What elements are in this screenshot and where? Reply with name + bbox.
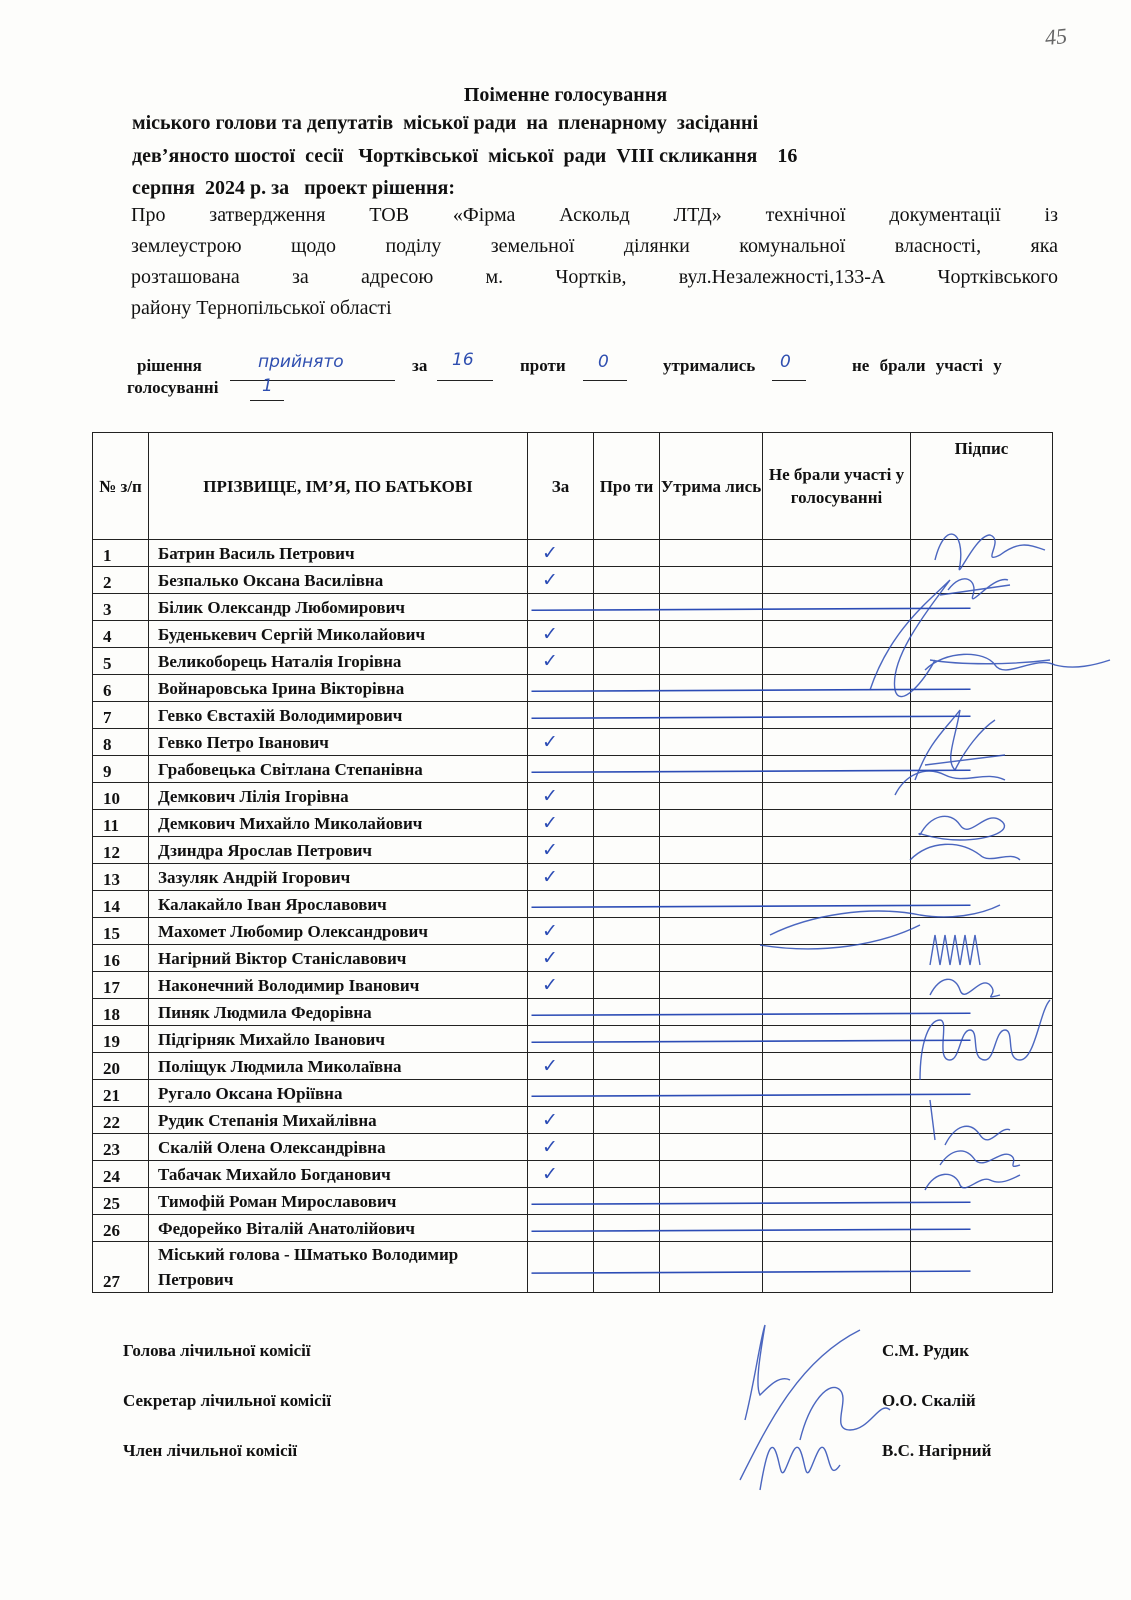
vote-for-cell — [528, 675, 594, 702]
signature-cell — [911, 891, 1053, 918]
deputy-name: Тимофій Роман Мирославович — [149, 1188, 528, 1215]
table-row — [93, 1242, 1053, 1293]
row-number: 17 — [93, 972, 149, 999]
signature-cell — [911, 1026, 1053, 1053]
vote-for-cell — [528, 1134, 594, 1161]
row-number: 14 — [93, 891, 149, 918]
deputy-name: Дзиндра Ярослав Петрович — [149, 837, 528, 864]
table-row — [93, 945, 1053, 972]
checkmark-icon: ✓ — [542, 947, 558, 969]
deputy-name: Гевко Євстахій Володимирович — [149, 702, 528, 729]
vote-abstain-cell — [660, 783, 763, 810]
vote-against-cell — [594, 783, 660, 810]
signature-cell — [911, 648, 1053, 675]
signature-cell — [911, 864, 1053, 891]
vote-abstain-cell — [660, 540, 763, 567]
signature-cell — [911, 675, 1053, 702]
deputy-name: Гевко Петро Іванович — [149, 729, 528, 756]
vote-for-cell — [528, 756, 594, 783]
vote-abstain-cell — [660, 972, 763, 999]
header-line-3: серпня 2024 р. за проект рішення: — [132, 177, 455, 199]
vote-absent-cell — [763, 621, 911, 648]
vote-absent-cell — [763, 594, 911, 621]
table-row — [93, 1026, 1053, 1053]
row-number: 24 — [93, 1161, 149, 1188]
row-number: 23 — [93, 1134, 149, 1161]
deputy-name: Федорейко Віталій Анатолійович — [149, 1215, 528, 1242]
for-value: 16 — [452, 350, 474, 370]
checkmark-icon: ✓ — [542, 623, 558, 645]
against-underline — [583, 380, 627, 381]
page-number: 45 — [1043, 22, 1069, 51]
vote-absent-cell — [763, 1080, 911, 1107]
vote-for-cell — [528, 1080, 594, 1107]
table-row — [93, 1134, 1053, 1161]
signature-cell — [911, 972, 1053, 999]
vote-for-cell — [528, 1242, 594, 1293]
deputy-name: Ругало Оксана Юріївна — [149, 1080, 528, 1107]
vote-absent-cell — [763, 1242, 911, 1293]
signature-cell — [911, 1134, 1053, 1161]
vote-against-cell — [594, 675, 660, 702]
vote-abstain-cell — [660, 1080, 763, 1107]
vote-abstain-cell — [660, 1107, 763, 1134]
checkmark-icon: ✓ — [542, 866, 558, 888]
abstain-value: 0 — [780, 352, 791, 372]
project-line-4: району Тернопільської області — [131, 297, 392, 319]
vote-abstain-cell — [660, 621, 763, 648]
vote-against-cell — [594, 729, 660, 756]
deputy-name: Грабовецька Світлана Степанівна — [149, 756, 528, 783]
table-row — [93, 594, 1053, 621]
vote-absent-cell — [763, 702, 911, 729]
signature-cell — [911, 1215, 1053, 1242]
vote-for-cell — [528, 594, 594, 621]
signature-cell — [911, 756, 1053, 783]
row-number: 8 — [93, 729, 149, 756]
row-number: 13 — [93, 864, 149, 891]
table-row — [93, 972, 1053, 999]
signature-cell — [911, 1161, 1053, 1188]
vote-abstain-cell — [660, 864, 763, 891]
signature-cell — [911, 999, 1053, 1026]
checkmark-icon: ✓ — [542, 1109, 558, 1131]
vote-for-cell — [528, 891, 594, 918]
vote-absent-cell — [763, 648, 911, 675]
for-underline — [437, 380, 493, 381]
signature-cell — [911, 1242, 1053, 1293]
absent-label: не брали участі у — [852, 356, 1002, 375]
vote-abstain-cell — [660, 1026, 763, 1053]
table-row — [93, 783, 1053, 810]
checkmark-icon: ✓ — [542, 650, 558, 672]
row-number: 20 — [93, 1053, 149, 1080]
header-name: ПРІЗВИЩЕ, ІМ’Я, ПО БАТЬКОВІ — [149, 433, 528, 540]
table-row — [93, 567, 1053, 594]
vote-abstain-cell — [660, 648, 763, 675]
footer-role-1: Голова лічильної комісії — [123, 1341, 311, 1360]
table-row — [93, 1107, 1053, 1134]
row-number: 27 — [93, 1242, 149, 1293]
signature-cell — [911, 702, 1053, 729]
document-title: Поіменне голосування — [463, 84, 668, 106]
signature-cell — [911, 837, 1053, 864]
vote-against-cell — [594, 837, 660, 864]
table-row — [93, 540, 1053, 567]
vote-abstain-cell — [660, 729, 763, 756]
vote-for-cell — [528, 729, 594, 756]
decision-underline — [230, 380, 395, 381]
table-row — [93, 1188, 1053, 1215]
vote-abstain-cell — [660, 1242, 763, 1293]
row-number: 15 — [93, 918, 149, 945]
vote-absent-cell — [763, 540, 911, 567]
vote-abstain-cell — [660, 837, 763, 864]
row-number: 3 — [93, 594, 149, 621]
checkmark-icon: ✓ — [542, 812, 558, 834]
checkmark-icon: ✓ — [542, 974, 558, 996]
footer-person-3: В.С. Нагірний — [882, 1441, 992, 1460]
vote-for-cell — [528, 972, 594, 999]
vote-absent-cell — [763, 1188, 911, 1215]
vote-against-cell — [594, 1134, 660, 1161]
vote-abstain-cell — [660, 567, 763, 594]
checkmark-icon: ✓ — [542, 731, 558, 753]
footer-person-2: О.О. Скалій — [882, 1391, 976, 1410]
absent-underline — [250, 400, 284, 401]
footer-role-3: Член лічильної комісії — [123, 1441, 298, 1460]
vote-absent-cell — [763, 1134, 911, 1161]
row-number: 12 — [93, 837, 149, 864]
checkmark-icon: ✓ — [542, 920, 558, 942]
vote-for-cell — [528, 1026, 594, 1053]
vote-absent-cell — [763, 675, 911, 702]
header-signature: Підпис — [911, 433, 1053, 540]
vote-for-cell — [528, 837, 594, 864]
table-row — [93, 864, 1053, 891]
deputy-name: Калакайло Іван Ярославович — [149, 891, 528, 918]
table-row — [93, 1215, 1053, 1242]
row-number: 26 — [93, 1215, 149, 1242]
deputy-name: Войнаровська Ірина Вікторівна — [149, 675, 528, 702]
vote-absent-cell — [763, 945, 911, 972]
absent-value: 1 — [262, 376, 273, 396]
checkmark-icon: ✓ — [542, 839, 558, 861]
checkmark-icon: ✓ — [542, 1163, 558, 1185]
vote-abstain-cell — [660, 999, 763, 1026]
abstain-underline — [772, 380, 806, 381]
checkmark-icon: ✓ — [542, 569, 558, 591]
table-row — [93, 621, 1053, 648]
vote-for-cell — [528, 1107, 594, 1134]
for-label: за — [412, 356, 428, 375]
vote-absent-cell — [763, 837, 911, 864]
deputy-name: Демкович Лілія Ігорівна — [149, 783, 528, 810]
signature-cell — [911, 540, 1053, 567]
header-line-1: міського голови та депутатів міської ради на пленарному засіданні — [132, 112, 759, 134]
vote-absent-cell — [763, 1026, 911, 1053]
deputy-name: Великоборець Наталія Ігорівна — [149, 648, 528, 675]
deputy-name: Пиняк Людмила Федорівна — [149, 999, 528, 1026]
vote-against-cell — [594, 972, 660, 999]
row-number: 6 — [93, 675, 149, 702]
table-row — [93, 756, 1053, 783]
table-row — [93, 891, 1053, 918]
vote-absent-cell — [763, 567, 911, 594]
header-absent: Не брали участі у голосуванні — [763, 433, 911, 540]
vote-for-cell — [528, 945, 594, 972]
row-number: 7 — [93, 702, 149, 729]
checkmark-icon: ✓ — [542, 1055, 558, 1077]
vote-abstain-cell — [660, 675, 763, 702]
table-row — [93, 810, 1053, 837]
table-row — [93, 918, 1053, 945]
vote-for-cell — [528, 1161, 594, 1188]
vote-absent-cell — [763, 1215, 911, 1242]
vote-against-cell — [594, 891, 660, 918]
signature-cell — [911, 594, 1053, 621]
table-row — [93, 702, 1053, 729]
vote-for-cell — [528, 1053, 594, 1080]
vote-abstain-cell — [660, 594, 763, 621]
project-line-3: розташована за адресою м. Чортків, вул.Незалежності,133-А Чортківського — [131, 266, 1058, 288]
deputy-name: Демкович Михайло Миколайович — [149, 810, 528, 837]
checkmark-icon: ✓ — [542, 785, 558, 807]
vote-for-cell — [528, 918, 594, 945]
signature-cell — [911, 729, 1053, 756]
row-number: 10 — [93, 783, 149, 810]
header-for: За — [528, 433, 594, 540]
header-num: № з/п — [93, 433, 149, 540]
deputy-name: Білик Олександр Любомирович — [149, 594, 528, 621]
signature-cell — [911, 1188, 1053, 1215]
vote-against-cell — [594, 945, 660, 972]
footer-signature-rudyk — [745, 1325, 790, 1420]
header-abstain: Утрима лись — [660, 433, 763, 540]
signature-cell — [911, 783, 1053, 810]
deputy-name: Наконечний Володимир Іванович — [149, 972, 528, 999]
table-row — [93, 1161, 1053, 1188]
row-number: 16 — [93, 945, 149, 972]
vote-for-cell — [528, 1188, 594, 1215]
vote-abstain-cell — [660, 1161, 763, 1188]
row-number: 4 — [93, 621, 149, 648]
vote-absent-cell — [763, 972, 911, 999]
vote-absent-cell — [763, 918, 911, 945]
vote-for-cell — [528, 702, 594, 729]
vote-abstain-cell — [660, 1053, 763, 1080]
vote-against-cell — [594, 810, 660, 837]
vote-for-cell — [528, 567, 594, 594]
row-number: 21 — [93, 1080, 149, 1107]
abstain-label: утримались — [663, 356, 756, 375]
vote-against-cell — [594, 648, 660, 675]
vote-against-cell — [594, 540, 660, 567]
against-value: 0 — [598, 352, 609, 372]
vote-abstain-cell — [660, 756, 763, 783]
vote-absent-cell — [763, 891, 911, 918]
deputy-name: Підгірняк Михайло Іванович — [149, 1026, 528, 1053]
signature-cell — [911, 810, 1053, 837]
vote-abstain-cell — [660, 810, 763, 837]
project-line-1: Про затвердження ТОВ «Фірма Аскольд ЛТД» технічної документації із — [131, 204, 1058, 226]
vote-absent-cell — [763, 1161, 911, 1188]
vote-abstain-cell — [660, 1215, 763, 1242]
vote-absent-cell — [763, 756, 911, 783]
footer-signature-nahirnyi — [740, 1330, 860, 1490]
footer-signature-skaliy — [800, 1387, 890, 1440]
vote-absent-cell — [763, 810, 911, 837]
vote-against-cell — [594, 621, 660, 648]
vote-against-cell — [594, 1080, 660, 1107]
vote-abstain-cell — [660, 918, 763, 945]
deputy-name: Міський голова - Шматько Володимир Петрович — [149, 1242, 528, 1293]
vote-for-cell — [528, 540, 594, 567]
vote-against-cell — [594, 567, 660, 594]
footer-role-2: Секретар лічильної комісії — [123, 1391, 332, 1410]
deputy-name: Безпалько Оксана Василівна — [149, 567, 528, 594]
deputy-name: Махомет Любомир Олександрович — [149, 918, 528, 945]
deputy-name: Нагірний Віктор Станіславович — [149, 945, 528, 972]
deputy-name: Зазуляк Андрій Ігорович — [149, 864, 528, 891]
table-row — [93, 729, 1053, 756]
table-row — [93, 648, 1053, 675]
row-number: 11 — [93, 810, 149, 837]
checkmark-icon: ✓ — [542, 542, 558, 564]
deputy-name: Батрин Василь Петрович — [149, 540, 528, 567]
vote-for-cell — [528, 621, 594, 648]
vote-absent-cell — [763, 864, 911, 891]
row-number: 25 — [93, 1188, 149, 1215]
signature-cell — [911, 621, 1053, 648]
table-row — [93, 1080, 1053, 1107]
vote-for-cell — [528, 648, 594, 675]
vote-against-cell — [594, 1026, 660, 1053]
vote-against-cell — [594, 702, 660, 729]
vote-against-cell — [594, 864, 660, 891]
vote-absent-cell — [763, 999, 911, 1026]
vote-for-cell — [528, 999, 594, 1026]
signature-cell — [911, 918, 1053, 945]
deputy-name: Скалій Олена Олександрівна — [149, 1134, 528, 1161]
vote-for-cell — [528, 1215, 594, 1242]
header-against: Про ти — [594, 433, 660, 540]
vote-for-cell — [528, 864, 594, 891]
deputy-name: Поліщук Людмила Миколаївна — [149, 1053, 528, 1080]
vote-against-cell — [594, 1161, 660, 1188]
project-line-2: землеустрою щодо поділу земельної ділянки комунальної власності, яка — [131, 235, 1058, 257]
row-number: 5 — [93, 648, 149, 675]
vote-against-cell — [594, 756, 660, 783]
vote-against-cell — [594, 918, 660, 945]
vote-against-cell — [594, 1107, 660, 1134]
signature-cell — [911, 1080, 1053, 1107]
table-row — [93, 837, 1053, 864]
signature-cell — [911, 945, 1053, 972]
row-number: 2 — [93, 567, 149, 594]
against-label: проти — [520, 356, 566, 375]
vote-against-cell — [594, 999, 660, 1026]
row-number: 18 — [93, 999, 149, 1026]
vote-absent-cell — [763, 1053, 911, 1080]
absent-label-2: голосуванні — [127, 378, 219, 397]
signature-cell — [911, 1107, 1053, 1134]
row-number: 22 — [93, 1107, 149, 1134]
table-row — [93, 999, 1053, 1026]
vote-abstain-cell — [660, 702, 763, 729]
deputy-name: Табачак Михайло Богданович — [149, 1161, 528, 1188]
table-row — [93, 675, 1053, 702]
vote-against-cell — [594, 594, 660, 621]
vote-against-cell — [594, 1242, 660, 1293]
vote-absent-cell — [763, 783, 911, 810]
voting-table — [92, 432, 1053, 1293]
vote-against-cell — [594, 1053, 660, 1080]
vote-abstain-cell — [660, 891, 763, 918]
vote-abstain-cell — [660, 945, 763, 972]
row-number: 9 — [93, 756, 149, 783]
vote-for-cell — [528, 783, 594, 810]
vote-abstain-cell — [660, 1188, 763, 1215]
vote-absent-cell — [763, 729, 911, 756]
vote-against-cell — [594, 1215, 660, 1242]
vote-against-cell — [594, 1188, 660, 1215]
vote-abstain-cell — [660, 1134, 763, 1161]
checkmark-icon: ✓ — [542, 1136, 558, 1158]
header-line-2: дев’яносто шостої сесії Чортківської міської ради VIII скликання 16 — [132, 145, 798, 167]
signature-cell — [911, 1053, 1053, 1080]
signature-cell — [911, 567, 1053, 594]
row-number: 19 — [93, 1026, 149, 1053]
vote-absent-cell — [763, 1107, 911, 1134]
decision-label: рішення — [137, 356, 202, 375]
deputy-name: Рудик Степанія Михайлівна — [149, 1107, 528, 1134]
decision-value: прийнято — [258, 352, 344, 372]
vote-for-cell — [528, 810, 594, 837]
row-number: 1 — [93, 540, 149, 567]
table-row — [93, 1053, 1053, 1080]
deputy-name: Буденькевич Сергій Миколайович — [149, 621, 528, 648]
footer-person-1: С.М. Рудик — [882, 1341, 970, 1360]
